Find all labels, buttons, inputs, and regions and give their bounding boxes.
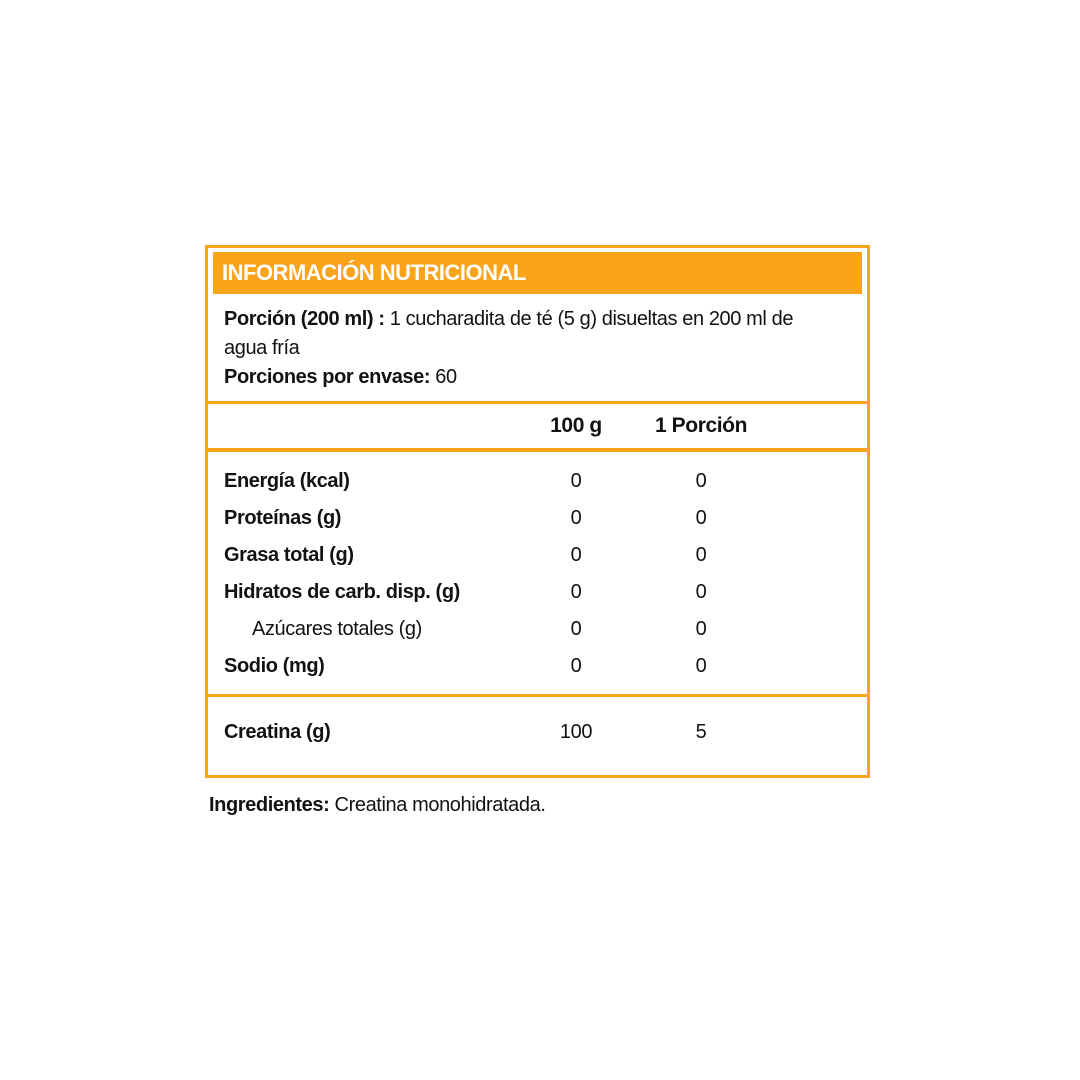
row-value-per-serving: 0 [695, 655, 707, 677]
row-value-per-100g: 0 [570, 581, 582, 603]
nutrition-facts-table [205, 245, 870, 778]
table-title-bar [213, 252, 862, 294]
serving-size-text: 1 cucharadita de té (5 g) disueltas en 200 ml de [384, 308, 794, 330]
row-value-per-100g: 0 [570, 544, 582, 566]
table-row-sodio [208, 648, 867, 685]
servings-per-container-line [224, 363, 857, 392]
row-label: Energía (kcal) [224, 470, 350, 492]
row-value-per-100g: 0 [570, 655, 582, 677]
serving-size-line [224, 305, 857, 334]
table-row-azucares [208, 611, 867, 648]
row-value-per-serving: 0 [695, 618, 707, 640]
row-value-per-serving: 5 [695, 720, 707, 743]
row-value-per-serving: 0 [695, 544, 707, 566]
row-value-per-serving: 0 [695, 507, 707, 529]
servings-per-container-label: Porciones por envase: [224, 366, 431, 388]
row-label: Proteínas (g) [224, 507, 342, 529]
ingredients-label: Ingredientes: [209, 794, 330, 816]
row-value-per-serving: 0 [695, 581, 707, 603]
serving-size-line-2: agua fría [224, 337, 300, 359]
servings-per-container-value: 60 [430, 366, 457, 388]
row-value-per-100g: 0 [570, 470, 582, 492]
table-row-energia [208, 463, 867, 500]
table-row-hidratos [208, 574, 867, 611]
table-row-creatina [208, 712, 867, 752]
row-label: Hidratos de carb. disp. (g) [224, 581, 460, 603]
table-row-grasa-total [208, 537, 867, 574]
serving-size-label: Porción (200 ml) : [224, 308, 385, 330]
row-label: Azúcares totales (g) [252, 618, 422, 640]
row-label: Grasa total (g) [224, 544, 354, 566]
row-value-per-100g: 0 [570, 618, 582, 640]
table-title: INFORMACIÓN NUTRICIONAL [222, 260, 526, 285]
column-header-per-serving: 1 Porción [654, 414, 748, 437]
table-row-proteinas [208, 500, 867, 537]
row-value-per-100g: 0 [570, 507, 582, 529]
row-label: Sodio (mg) [224, 655, 325, 677]
ingredients-text: Creatina monohidratada. [329, 794, 546, 816]
nutrient-rows-section [208, 452, 867, 694]
row-label: Creatina (g) [224, 720, 331, 743]
row-value-per-serving: 0 [695, 470, 707, 492]
column-header-row [208, 404, 867, 448]
creatine-section [208, 697, 867, 775]
serving-info-section [208, 294, 867, 401]
ingredients-line [209, 792, 545, 819]
column-header-per-100g: 100 g [550, 414, 602, 437]
row-value-per-100g: 100 [559, 720, 593, 743]
